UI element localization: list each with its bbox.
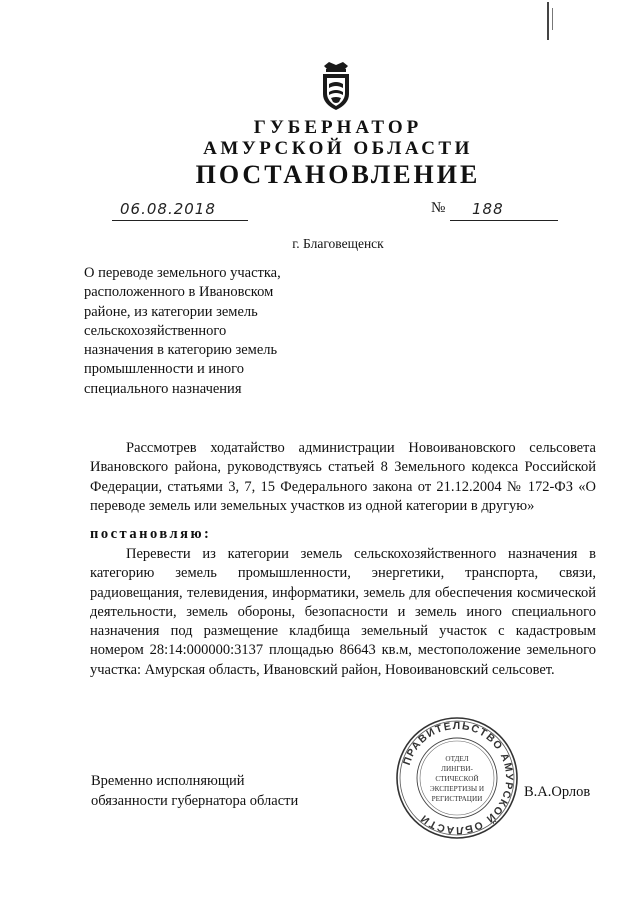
seal-inner-line: ЭКСПЕРТИЗЫ И xyxy=(429,785,485,793)
coat-of-arms-icon xyxy=(317,60,355,112)
preamble-paragraph: Рассмотрев ходатайство администрации Новоивановского сельсовета Ивановского района, руководствуясь статьей 8 Земельного кодекса Российской Федерации, статьями 3, 7, 15 Федерального закона от 21.12.2004 № 172-ФЗ «О переводе земель или земельных участков из одной категории в другую» xyxy=(90,440,596,514)
scan-edge-mark xyxy=(547,2,549,40)
position-line: Временно исполняющий xyxy=(91,773,245,789)
document-type-heading: ПОСТАНОВЛЕНИЕ xyxy=(195,160,481,189)
subject-line: промышленности и иного xyxy=(84,361,245,378)
operative-paragraph: Перевести из категории земель сельскохозяйственного назначения в категорию земель промышленности, энергетики, транспорта, связи, радиовещания, телевидения, информатики, земель для обеспечения космической деятельности, земель обороны, безопасности и земель иного специального назначения под размещение кладбища земельный участок с кадастровым номером 28:14:000000:3137 площадью 86643 кв.м, местоположение земельного участка: Амурская область, Ивановский район, Новоивановский сельсовет. xyxy=(90,546,596,678)
handwritten-date: 06.08.2018 xyxy=(120,200,216,218)
seal-inner-line: ЛИНГВИ- xyxy=(441,765,473,773)
seal-inner-line: ОТДЕЛ xyxy=(445,755,469,763)
seal-inner-line: РЕГИСТРАЦИИ xyxy=(431,795,483,803)
city-line: г. Благовещенск xyxy=(292,236,384,251)
subject-line: сельскохозяйственного xyxy=(84,322,227,339)
governor-heading: ГУБЕРНАТОР xyxy=(253,117,423,138)
position-line: обязанности губернатора области xyxy=(91,793,299,809)
number-label: № xyxy=(431,200,446,216)
number-field xyxy=(450,200,558,221)
scan-edge-mark xyxy=(552,8,553,30)
subject-block xyxy=(84,264,324,399)
seal-outer-text: ПРАВИТЕЛЬСТВО АМУРСКОЙ ОБЛАСТИ xyxy=(400,719,516,837)
handwritten-number: 188 xyxy=(472,200,504,218)
region-heading: АМУРСКОЙ ОБЛАСТИ xyxy=(203,138,473,159)
signatory-position xyxy=(91,771,298,811)
subject-line: назначения в категорию земель xyxy=(84,342,278,359)
date-field xyxy=(112,200,248,221)
subject-line: специального назначения xyxy=(84,380,242,397)
subject-line: О переводе земельного участка, xyxy=(84,265,281,281)
seal-inner-line: СТИЧЕСКОЙ xyxy=(435,775,479,783)
subject-line: расположенного в Ивановском xyxy=(84,284,274,301)
subject-line: районе, из категории земель xyxy=(84,303,258,320)
official-seal-icon xyxy=(395,716,519,840)
signatory-name: В.А.Орлов xyxy=(524,784,591,800)
resolve-word: постановляю: xyxy=(90,526,212,542)
